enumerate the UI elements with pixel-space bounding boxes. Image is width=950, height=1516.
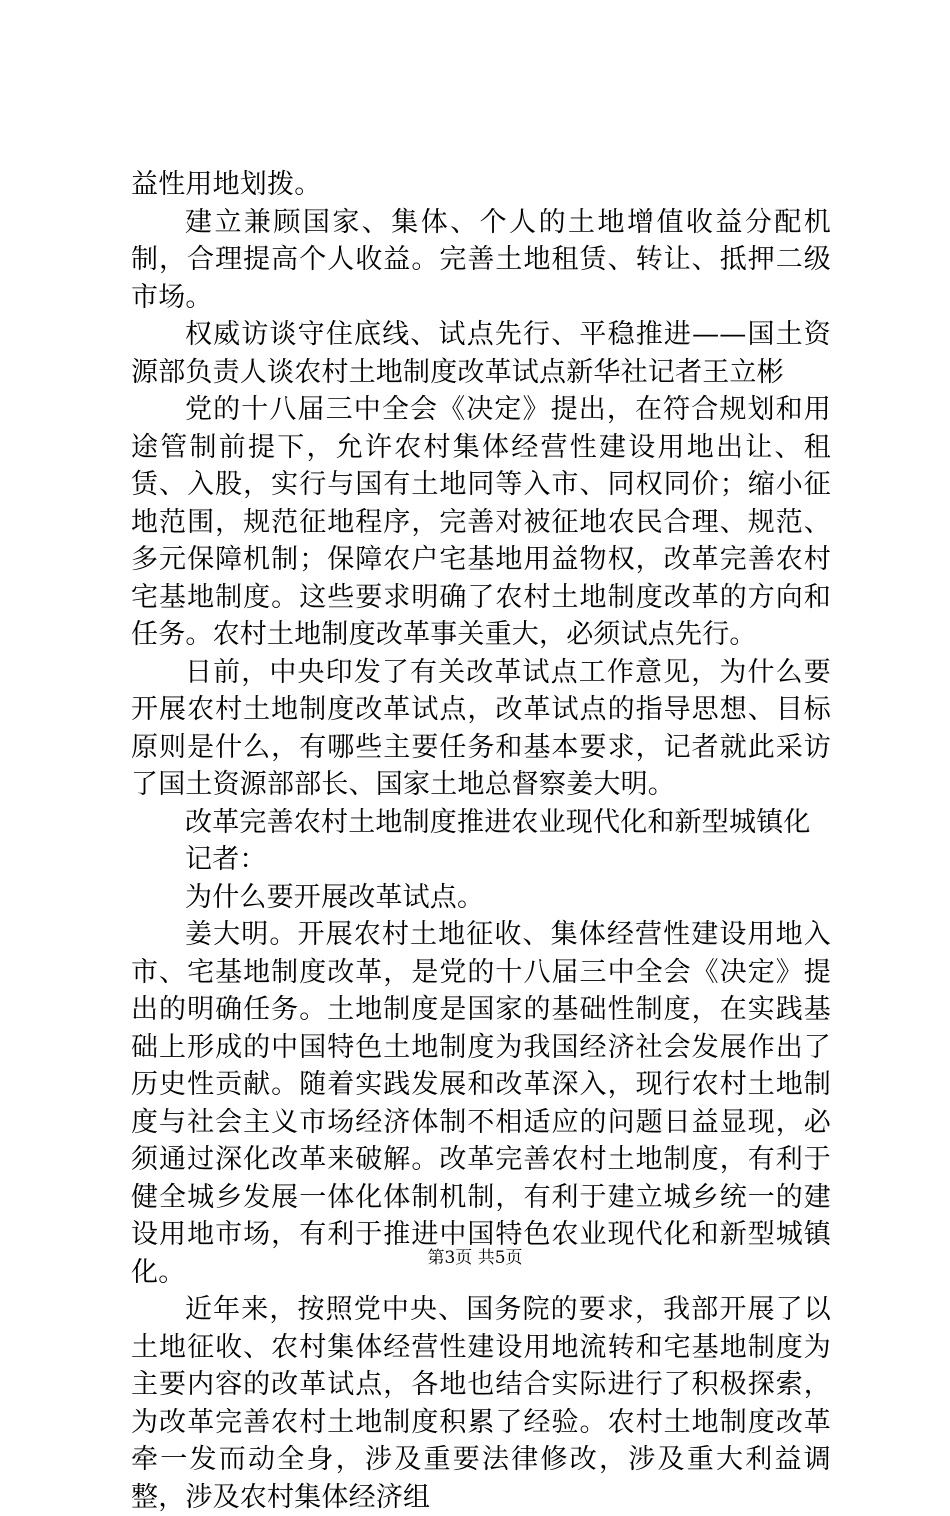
page-footer	[0, 1246, 950, 1270]
paragraph-final: 近年来，按照党中央、国务院的要求，我部开展了以土地征收、农村集体经营性建设用地流转和宅基地制度为主要内容的改革试点，各地也结合实际进行了积极探索，为改革完善农村土地制度积累了经验。农村土地制度改革牵一发而动全身，涉及重要法律修改，涉及重大利益调整，涉及农村集体经济组	[131, 1294, 831, 1513]
page-number: 第3页 共5页	[427, 1248, 523, 1268]
paragraph-1: 益性用地划拨。	[131, 169, 322, 200]
reporter-question: 为什么要开展改革试点。	[185, 881, 485, 913]
section-heading: 改革完善农村土地制度推进农业现代化和新型城镇化	[185, 806, 811, 838]
paragraph-answer: 姜大明。开展农村土地征收、集体经营性建设用地入市、宅基地制度改革，是党的十八届三中全会《决定》提出的明确任务。土地制度是国家的基础性制度，在实践基础上形成的中国特色土地制度为我国经济社会发展作出了历史性贡献。随着实践发展和改革深入，现行农村土地制度与社会主义市场经济体制不相适应的问题日益显现，必须通过深化改革来破解。改革完善农村土地制度，有利于健全城乡发展一体化体制机制，有利于建立城乡统一的建设用地市场，有利于推进中国特色农业现代化和新型城镇化。	[131, 919, 831, 1288]
paragraph-4: 党的十八届三中全会《决定》提出，在符合规划和用途管制前提下，允许农村集体经营性建设用地出让、租赁、入股，实行与国有土地同等入市、同权同价；缩小征地范围，规范征地程序，完善对被征地农民合理、规范、多元保障机制；保障农户宅基地用益物权，改革完善农村宅基地制度。这些要求明确了农村土地制度改革的方向和任务。农村土地制度改革事关重大，必须试点先行。	[131, 394, 831, 650]
paragraph-2: 建立兼顾国家、集体、个人的土地增值收益分配机制，合理提高个人收益。完善土地租赁、转让、抵押二级市场。	[131, 206, 831, 313]
reporter-label: 记者：	[185, 844, 267, 875]
paragraph-3: 权威访谈守住底线、试点先行、平稳推进——国土资源部负责人谈农村土地制度改革试点新华社记者王立彬	[131, 319, 831, 388]
document-body	[131, 166, 831, 1516]
paragraph-5: 日前，中央印发了有关改革试点工作意见，为什么要开展农村土地制度改革试点，改革试点的指导思想、目标原则是什么，有哪些主要任务和基本要求，记者就此采访了国土资源部部长、国家土地总督察姜大明。	[131, 656, 831, 800]
